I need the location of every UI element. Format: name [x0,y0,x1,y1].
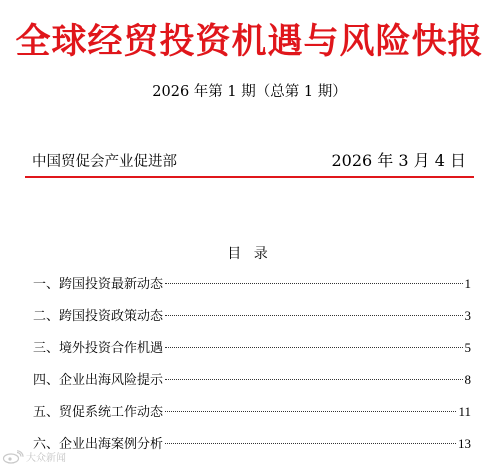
weibo-icon [2,450,24,464]
toc-leader-dots [165,443,456,444]
issue-number: 2026 年第 1 期（总第 1 期） [152,84,347,100]
toc-leader-dots [165,283,462,284]
toc-item-label: 六、企业出海案例分析 [33,437,164,452]
toc-item-page: 5 [464,340,471,355]
toc-item-5[interactable] [33,400,471,432]
toc-item-2[interactable] [33,304,471,336]
toc-item-page: 11 [458,404,471,419]
toc-item-page: 13 [458,436,471,451]
toc-item-label: 一、跨国投资最新动态 [33,277,164,292]
toc-leader-dots [165,347,462,348]
toc-item-label: 五、贸促系统工作动态 [33,405,164,420]
report-title: 全球经贸投资机遇与风险快报 [15,21,484,62]
toc-item-3[interactable] [33,336,471,368]
toc-item-page: 8 [464,372,471,387]
toc-item-label: 二、跨国投资政策动态 [33,309,164,324]
toc-title: 目 录 [227,246,272,262]
publisher-organization: 中国贸促会产业促进部 [32,154,177,170]
toc-item-page: 1 [464,276,471,291]
toc-item-label: 三、境外投资合作机遇 [33,341,164,356]
toc-item-6[interactable] [33,432,471,464]
toc-leader-dots [165,379,462,380]
table-of-contents [33,272,471,464]
toc-leader-dots [165,411,456,412]
toc-leader-dots [165,315,462,316]
watermark-text: 大众新闻 [26,453,66,464]
header-divider [25,176,474,178]
toc-item-page: 3 [464,308,471,323]
watermark [2,449,66,464]
toc-item-4[interactable] [33,368,471,400]
toc-item-label: 四、企业出海风险提示 [33,373,164,388]
toc-item-1[interactable] [33,272,471,304]
publication-date: 2026 年 3 月 4 日 [331,151,466,170]
